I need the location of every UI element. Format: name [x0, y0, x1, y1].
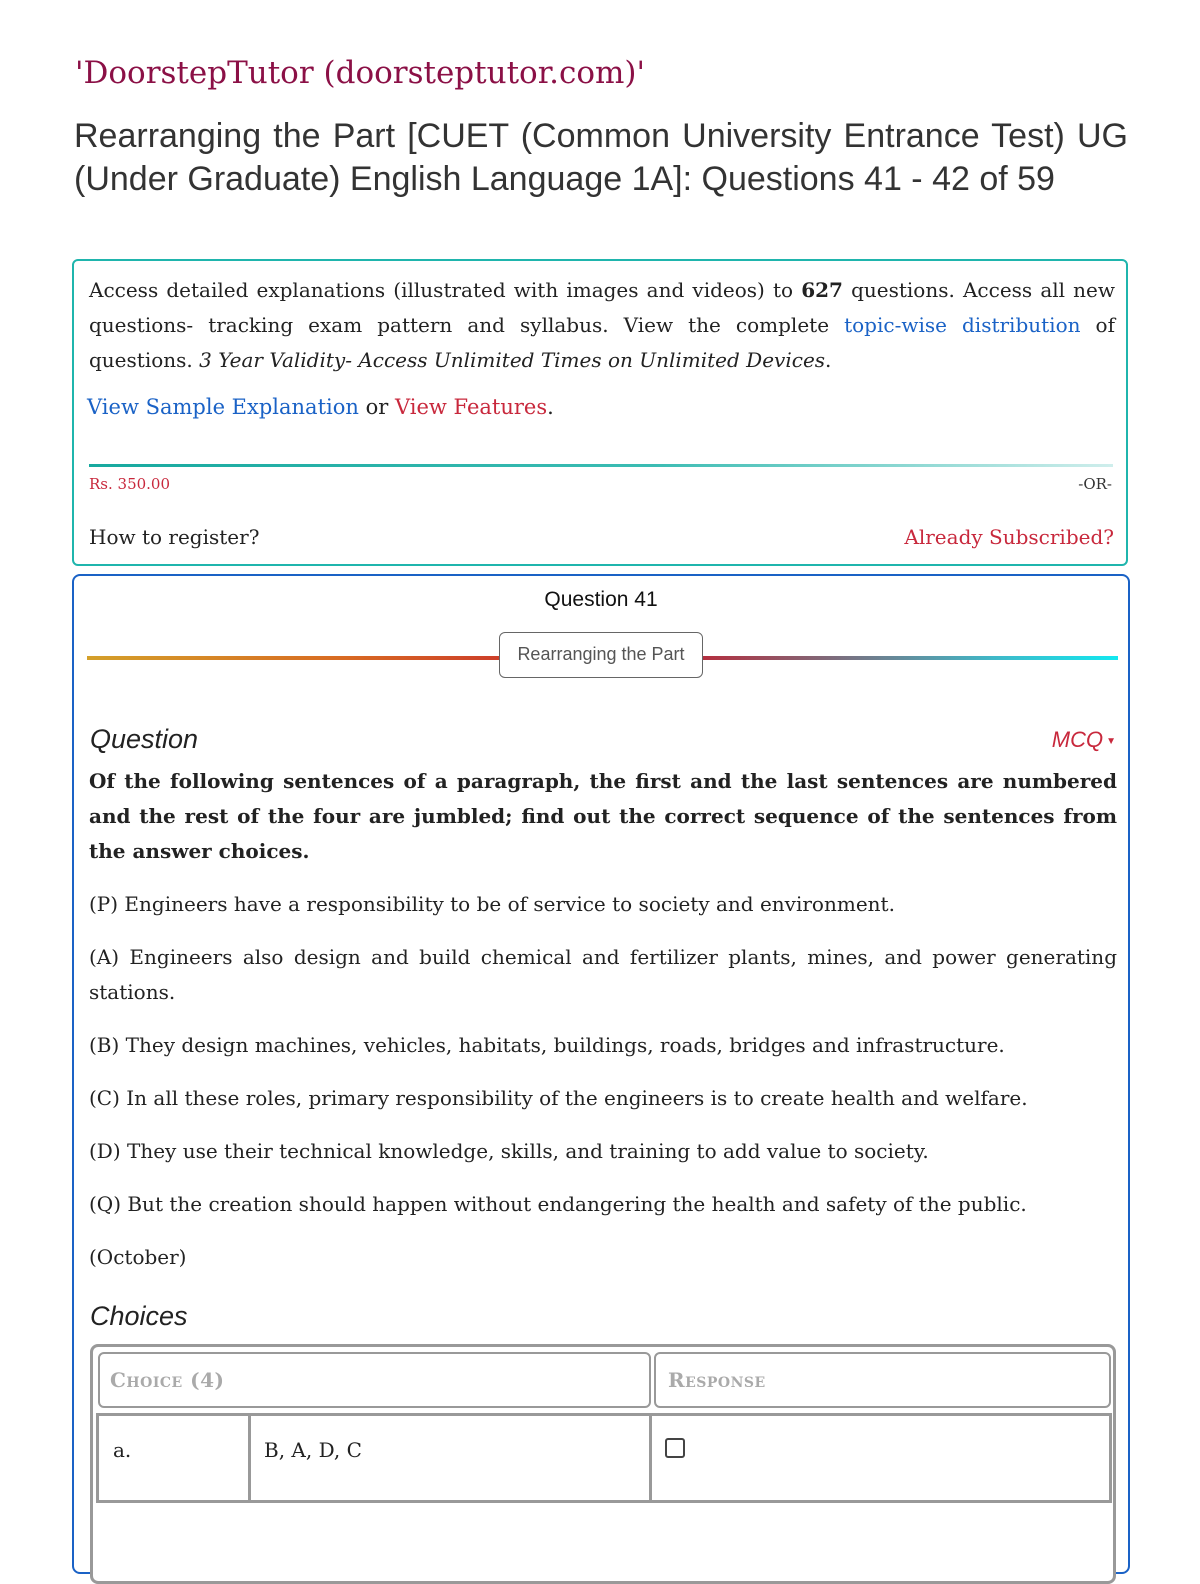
or-text: or: [358, 395, 395, 419]
question-count: 627: [801, 278, 843, 302]
question-type-label: MCQ: [1051, 727, 1104, 752]
promo-text-part: of questions.: [89, 313, 1115, 372]
promo-links: [87, 395, 554, 419]
view-sample-explanation-link[interactable]: View Sample Explanation: [87, 395, 359, 419]
promo-text-part: questions. Access all new questions- tracking exam pattern and syllabus. View the complete: [89, 278, 1116, 337]
how-to-register-link[interactable]: How to register?: [89, 525, 260, 549]
sentence-c: (C) In all these roles, primary responsibility of the engineers is to create health and welfare.: [89, 1086, 1028, 1110]
promo-text-part: Access detailed explanations (illustrated with images and videos) to: [89, 278, 802, 302]
choices-table: [90, 1344, 1116, 1584]
promo-divider: [89, 464, 1113, 467]
question-source: (October): [89, 1245, 187, 1269]
question-card: [72, 574, 1130, 1574]
question-body: [89, 764, 1117, 1293]
caret-down-icon: ▼: [1106, 735, 1116, 747]
promo-description: [89, 273, 1115, 378]
sentence-a: (A) Engineers also design and build chemical and fertilizer plants, mines, and power generating stations.: [89, 945, 1117, 1004]
price-label[interactable]: Rs. 350.00: [89, 475, 171, 493]
sentence-q: (Q) But the creation should happen without endangering the health and safety of the public.: [89, 1192, 1027, 1216]
topic-distribution-link[interactable]: topic-wise distribution: [844, 313, 1081, 337]
choice-row: [96, 1413, 1112, 1503]
already-subscribed-link[interactable]: Already Subscribed?: [904, 525, 1114, 549]
sentence-p: (P) Engineers have a responsibility to be of service to society and environment.: [89, 892, 895, 916]
question-instruction: Of the following sentences of a paragraph, the first and the last sentences are numbered and the rest of the four are jumbled; find out the correct sequence of the sentences from the answer choices.: [89, 769, 1117, 863]
question-number: Question 41: [544, 588, 658, 611]
question-type-dropdown[interactable]: [1052, 727, 1116, 753]
choice-letter: a.: [99, 1416, 251, 1500]
sentence-d: (D) They use their technical knowledge, skills, and training to add value to society.: [89, 1139, 929, 1163]
topic-badge[interactable]: Rearranging the Part: [499, 632, 703, 678]
choice-column-header: Choice (4): [98, 1352, 651, 1408]
validity-note: 3 Year Validity- Access Unlimited Times on Unlimited Devices: [199, 348, 826, 372]
question-card-header: [74, 576, 1128, 626]
choices-label: Choices: [90, 1301, 188, 1331]
response-checkbox[interactable]: [665, 1438, 685, 1458]
sentence-b: (B) They design machines, vehicles, habitats, buildings, roads, bridges and infrastructure.: [89, 1033, 1005, 1057]
subscription-promo-box: [72, 259, 1128, 566]
choice-text: B, A, D, C: [251, 1416, 652, 1500]
promo-text-part: .: [825, 348, 832, 372]
response-cell: [665, 1438, 685, 1458]
view-features-link[interactable]: View Features: [394, 395, 548, 419]
response-column-header: Response: [654, 1352, 1111, 1408]
or-separator: -OR-: [1078, 475, 1112, 493]
site-title[interactable]: 'DoorstepTutor (doorsteptutor.com)': [75, 55, 646, 91]
question-label: Question: [90, 724, 199, 754]
period-text: .: [547, 395, 554, 419]
page-title: Rearranging the Part [CUET (Common University Entrance Test) UG (Under Graduate) English Language 1A]: Questions 41 - 42 of 59: [74, 117, 1128, 198]
